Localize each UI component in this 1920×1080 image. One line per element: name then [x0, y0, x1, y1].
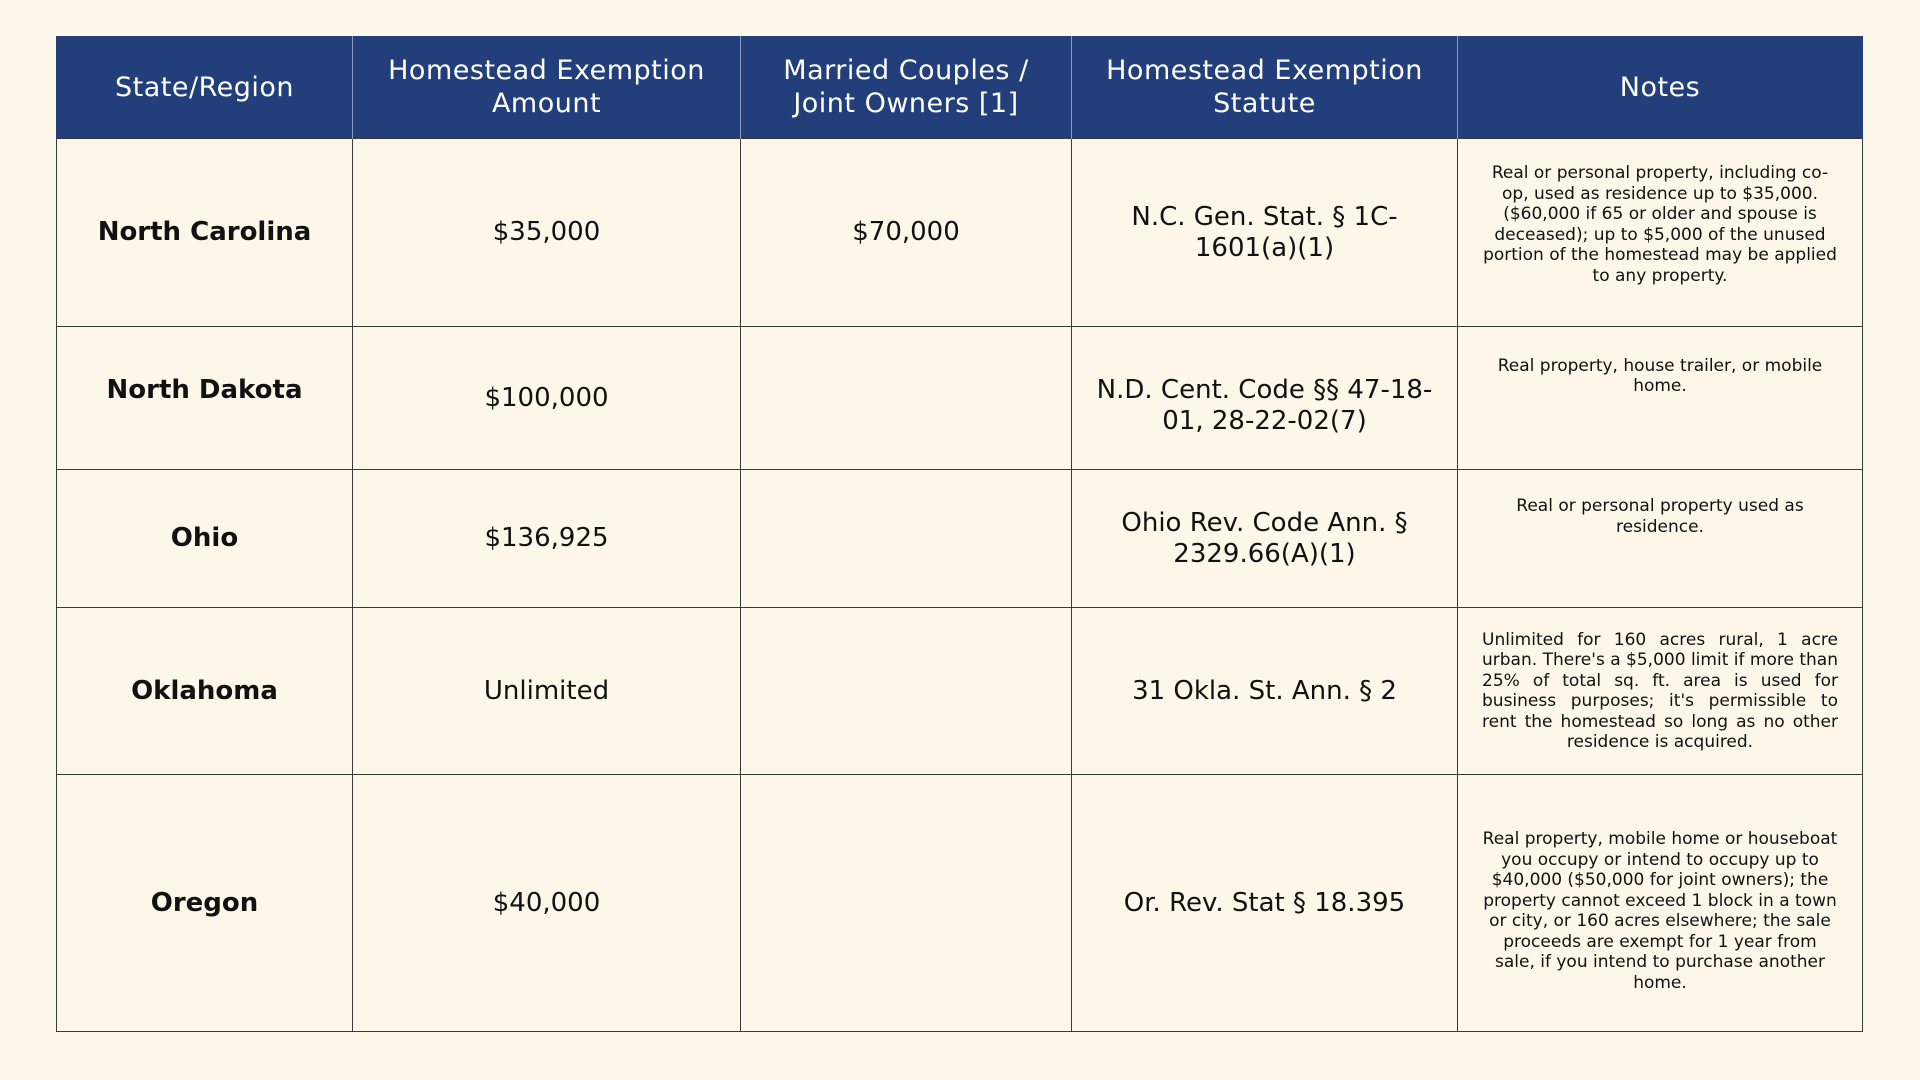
state-cell: Oklahoma	[57, 608, 353, 775]
statute-text: N.C. Gen. Stat. § 1C-1601(a)(1)	[1131, 201, 1398, 263]
table-row	[57, 608, 1863, 775]
header-exemption-amount: Homestead Exemption Amount	[353, 36, 741, 139]
joint-owners-cell	[741, 470, 1072, 608]
header-state-region: State/Region	[57, 36, 353, 139]
notes-text: Real or personal property, including co-op, used as residence up to $35,000. ($60,000 if 65 or older and spouse is deceased); up to $5,000 of the unused portion of the homestead may be applied to any property.	[1483, 163, 1837, 286]
statute-cell	[1072, 327, 1458, 470]
statute-text: N.D. Cent. Code §§ 47-18-01, 28-22-02(7)	[1096, 375, 1433, 436]
notes-text: Real property, mobile home or houseboat you occupy or intend to occupy up to $40,000 ($50,000 for joint owners); the property cannot exceed 1 block in a town or city, or 160 acres elsewhere; the sale proceeds are exempt for 1 year from sale, if you intend to purchase another home.	[1482, 829, 1838, 993]
joint-owners-cell	[741, 775, 1072, 1032]
table-row	[57, 139, 1863, 327]
state-cell: Ohio	[57, 470, 353, 608]
homestead-exemption-table	[56, 36, 1863, 1032]
amount-cell: $136,925	[353, 470, 741, 608]
amount-cell: $40,000	[353, 775, 741, 1032]
state-text: North Dakota	[106, 374, 303, 405]
table-body	[57, 139, 1863, 1032]
table-row	[57, 470, 1863, 608]
notes-cell	[1458, 775, 1863, 1032]
statute-cell: Ohio Rev. Code Ann. § 2329.66(A)(1)	[1072, 470, 1458, 608]
joint-owners-cell	[741, 608, 1072, 775]
table-header	[57, 36, 1863, 139]
joint-owners-cell: $70,000	[741, 139, 1072, 327]
amount-cell: $35,000	[353, 139, 741, 327]
notes-cell	[1458, 327, 1863, 470]
joint-owners-cell	[741, 327, 1072, 470]
notes-text: Real or personal property used as residence.	[1516, 496, 1804, 537]
statute-cell	[1072, 139, 1458, 327]
statute-cell: Or. Rev. Stat § 18.395	[1072, 775, 1458, 1032]
notes-text: Real property, house trailer, or mobile home.	[1497, 355, 1823, 396]
amount-cell: Unlimited	[353, 608, 741, 775]
amount-cell: $100,000	[353, 327, 741, 470]
state-cell	[57, 327, 353, 470]
header-statute: Homestead Exemption Statute	[1072, 36, 1458, 139]
notes-cell: Unlimited for 160 acres rural, 1 acre urban. There's a $5,000 limit if more than 25% of total sq. ft. area is used for business purposes; it's permissible to rent the homestead so long as no other residence is acquired.	[1458, 608, 1863, 775]
homestead-exemption-table-container	[56, 36, 1862, 1032]
state-cell: Oregon	[57, 775, 353, 1032]
table-row	[57, 327, 1863, 470]
header-married-couples: Married Couples / Joint Owners [1]	[741, 36, 1072, 139]
notes-cell	[1458, 470, 1863, 608]
header-notes: Notes	[1458, 36, 1863, 139]
state-cell: North Carolina	[57, 139, 353, 327]
notes-cell	[1458, 139, 1863, 327]
header-row	[57, 36, 1863, 139]
table-row	[57, 775, 1863, 1032]
statute-cell: 31 Okla. St. Ann. § 2	[1072, 608, 1458, 775]
